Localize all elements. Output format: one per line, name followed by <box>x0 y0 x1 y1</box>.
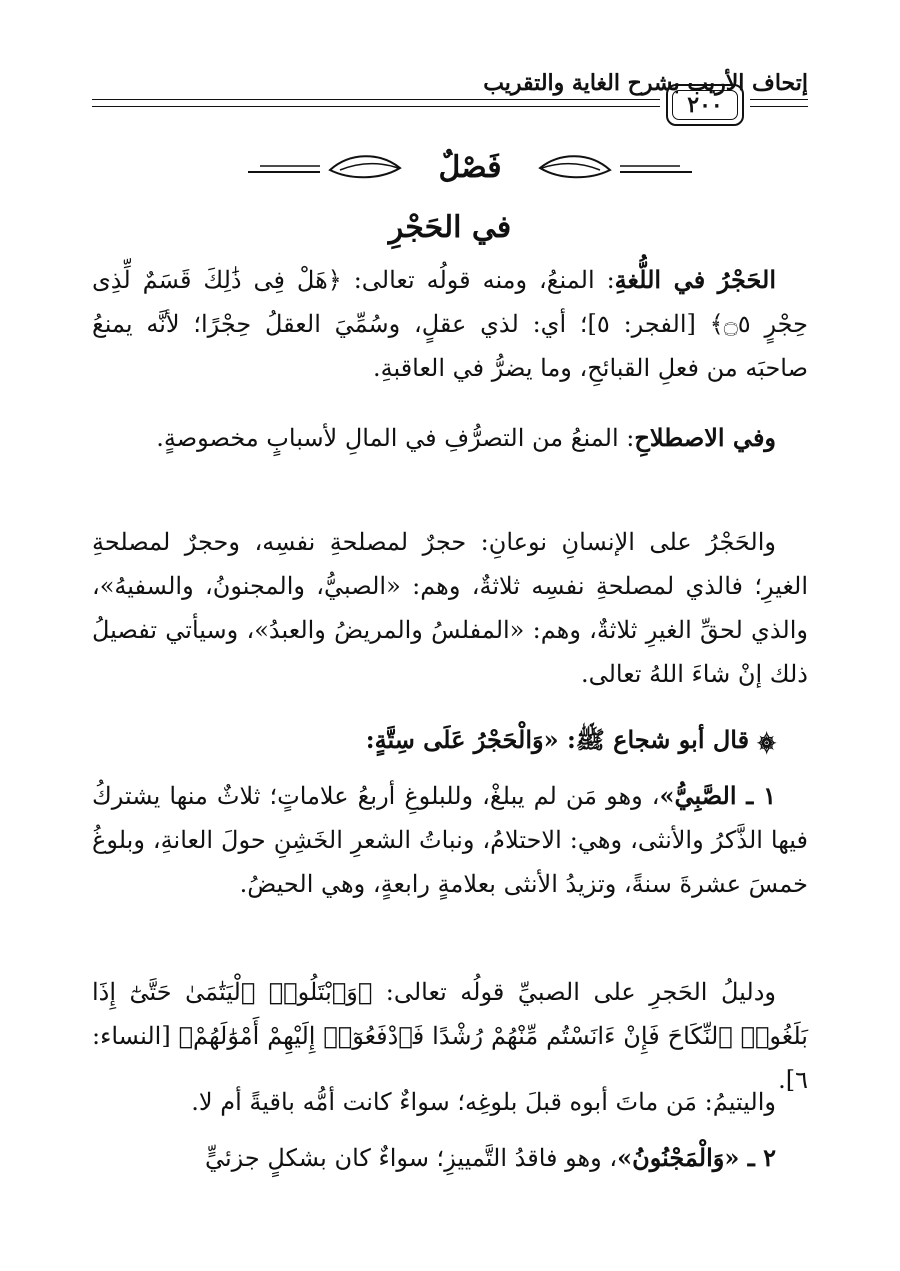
text-dalil: ودليلُ الحَجرِ على الصبيِّ قولُه تعالى: ﴿وَٱبْتَلُوا۟ ٱلْيَتَٰمَىٰ حَتَّىٰٓ إِذَا بَلَغُوا۟ ٱلنِّكَاحَ فَإِنْ ءَانَسْتُم مِّنْهُمْ رُشْدًا فَٱدْفَعُوٓا۟ إِلَيْهِمْ أَمْوَٰلَهُمْ﴾ [النساء: ٦]. <box>92 978 808 1094</box>
paragraph-majnun <box>92 1136 808 1180</box>
text-istilah: : المنعُ من التصرُّفِ في المالِ لأسبابٍ مخصوصةٍ. <box>156 424 635 452</box>
text-majnun: ، وهو فاقدُ التَّمييزِ؛ سواءٌ كان بشكلٍ جزئيٍّ <box>204 1144 618 1172</box>
section-subtitle: في الحَجْرِ <box>388 210 512 245</box>
paragraph-types <box>92 520 808 696</box>
text-types: والحَجْرُ على الإنسانِ نوعانِ: حجرٌ لمصلحةِ نفسِه، وحجرٌ لمصلحةِ الغيرِ؛ فالذي لمصلحةِ نفسِه ثلاثةٌ، وهم: «الصبيُّ، والمجنونُ، والسفيهُ»، والذي لحقِّ الغيرِ ثلاثةٌ، وهم: «المفلسُ والمريضُ والعبدُ»، وسيأتي تفصيلُ ذلك إنْ شاءَ اللهُ تعالى. <box>92 528 808 688</box>
paragraph-lugha <box>92 258 808 390</box>
term-sabi: ١ ـ الصَّبِيُّ» <box>659 781 776 810</box>
page-number: ٢٠٠ <box>672 90 738 120</box>
term-lugha: الحَجْرُ في اللُّغةِ <box>614 265 777 294</box>
text-yatim: واليتيمُ: مَن ماتَ أبوه قبلَ بلوغِه؛ سواءٌ كانت أمُّه باقيةً أم لا. <box>191 1088 776 1116</box>
header-rule <box>92 106 660 107</box>
section-ornament <box>240 140 700 200</box>
text-sabi: ، وهو مَن لم يبلغْ، وللبلوغِ أربعُ علاماتٍ؛ ثلاثٌ منها يشتركُ فيها الذَّكرُ والأنثى، وهي: الاحتلامُ، ونباتُ الشعرِ الخَشِنِ حولَ العانةِ، وبلوغُ خمسَ عشرةَ سنةً، وتزيدُ الأنثى بعلامةٍ رابعةٍ، وهي الحيضُ. <box>92 782 808 898</box>
header-rule <box>750 106 808 107</box>
paragraph-sabi <box>92 774 808 906</box>
term-majnun: ٢ ـ «وَالْمَجْنُونُ» <box>617 1143 776 1172</box>
paragraph-matn-heading <box>92 718 808 762</box>
page-number-box <box>666 84 744 126</box>
text-lugha: : المنعُ، ومنه قولُه تعالى: ﴿هَلْ فِى ذَٰلِكَ قَسَمٌ لِّذِى حِجْرٍ ۝٥﴾ [الفجر: ٥]؛ أي: لذي عقلٍ، وسُمِّيَ العقلُ حِجْرًا؛ لأنَّه يمنعُ صاحبَه من فعلِ القبائحِ، وما يضرُّ في العاقبةِ. <box>92 266 809 382</box>
running-header-title: إتحاف الأريب بشرح الغاية والتقريب <box>483 70 808 96</box>
paragraph-yatim <box>92 1080 808 1124</box>
section-heading: فَصْلٌ <box>438 150 502 185</box>
term-istilah: وفي الاصطلاحِ <box>634 423 776 452</box>
header-rule <box>750 99 808 100</box>
paragraph-istilah <box>92 416 808 460</box>
header-rule <box>92 99 660 100</box>
text-matn-heading: ۞ قال أبو شجاع ﷺ: «وَالْحَجْرُ عَلَى سِتَّةٍ: <box>365 725 776 754</box>
